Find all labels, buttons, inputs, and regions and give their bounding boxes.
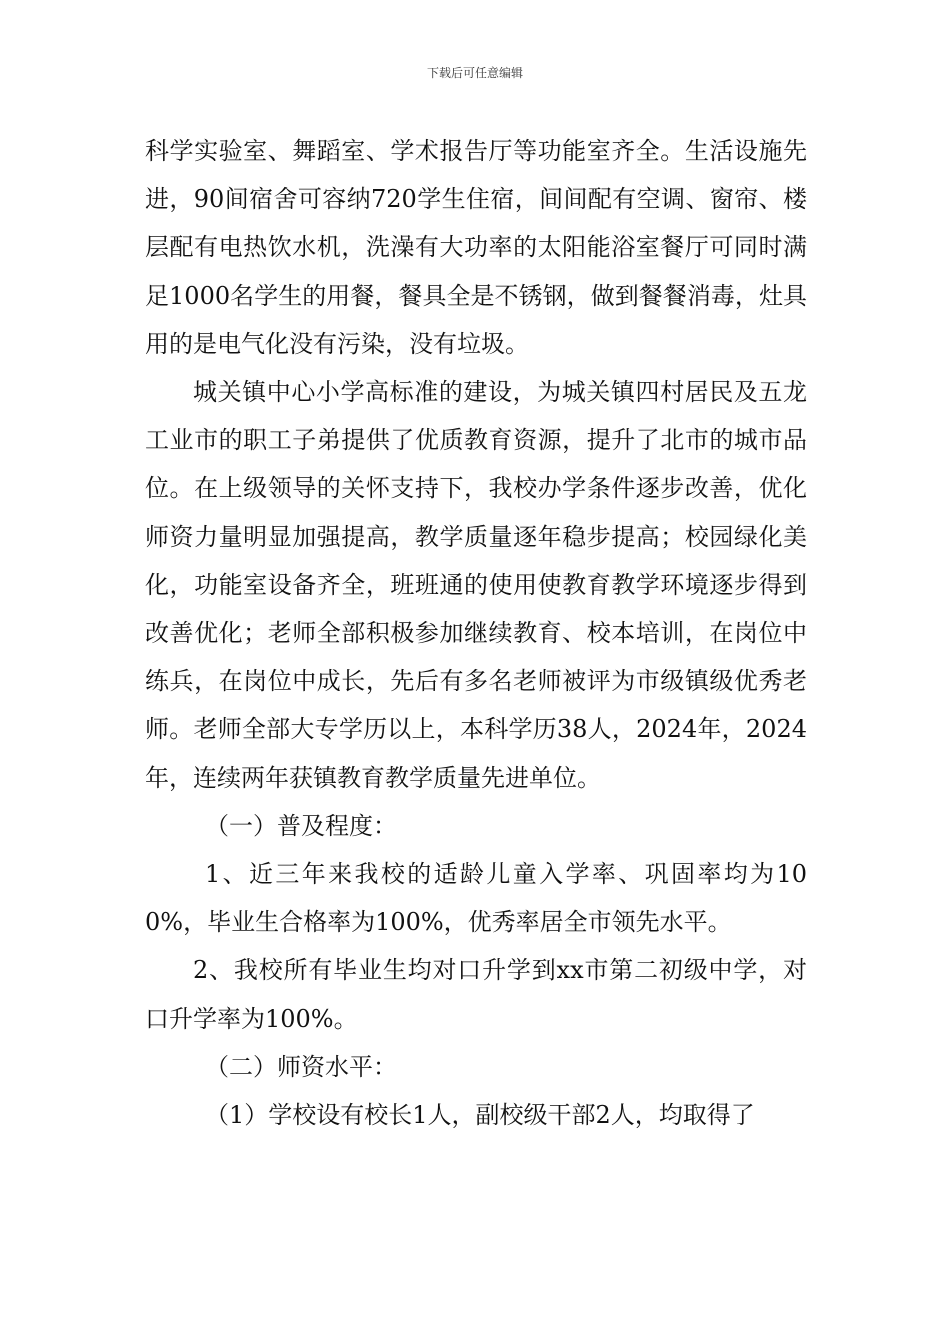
page-header-note: 下载后可任意编辑 bbox=[426, 66, 523, 80]
paragraph-facilities: 科学实验室、舞蹈室、学术报告厅等功能室齐全。生活设施先进，90间宿舍可容纳720学生住宿，间间配有空调、窗帘、楼层配有电热饮水机，洗澡有大功率的太阳能浴室餐厅可同时满足1000名学生的用餐，餐具全是不锈钢，做到餐餐消毒，灶具用的是电气化没有污染，没有垃圾。 bbox=[145, 137, 807, 358]
paragraph-school-overview: 城关镇中心小学高标准的建设，为城关镇四村居民及五龙工业市的职工子弟提供了优质教育资源，提升了北市的城市品位。在上级领导的关怀支持下，我校办学条件逐步改善，优化师资力量明显加强提高，教学质量逐年稳步提高；校园绿化美化，功能室设备齐全，班班通的使用使教育教学环境逐步得到改善优化；老师全部积极参加继续教育、校本培训，在岗位中练兵，在岗位中成长，先后有多名老师被评为市级镇级优秀老师。老师全部大专学历以上，本科学历38人，2024年，2024年，连续两年获镇教育教学质量先进单位。 bbox=[145, 378, 807, 792]
paragraph-staffing: （1）学校设有校长1人，副校级干部2人，均取得了 bbox=[205, 1101, 755, 1130]
paragraph-graduation: 2、我校所有毕业生均对口升学到xx市第二初级中学，对口升学率为100%。 bbox=[145, 956, 807, 1033]
document-body bbox=[145, 127, 807, 1139]
section-heading-popularization: （一）普及程度： bbox=[205, 811, 397, 840]
paragraph-enrollment-rate: 1、近三年来我校的适龄儿童入学率、巩固率均为100%，毕业生合格率为100%，优秀率居全市领先水平。 bbox=[145, 860, 807, 937]
section-heading-teachers: （二）师资水平： bbox=[205, 1052, 397, 1081]
